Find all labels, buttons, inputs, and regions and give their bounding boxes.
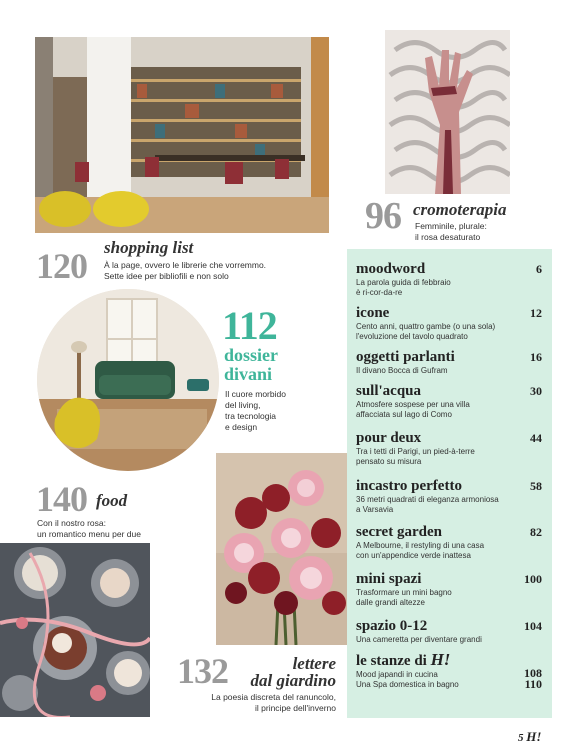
flowers-illustration xyxy=(216,453,347,645)
toc-desc-line: A Melbourne, il restyling di una casa xyxy=(356,541,485,550)
divani-title-line: divani xyxy=(224,364,273,384)
toc-item-page: 30 xyxy=(530,384,542,398)
toc-item-title: incastro perfetto xyxy=(356,478,462,494)
divani-title-line: dossier xyxy=(224,345,278,365)
rug-illustration xyxy=(385,30,510,194)
sofa-illustration xyxy=(37,289,219,471)
toc-desc-line: a Varsavia xyxy=(356,505,394,514)
toc-item-page: 58 xyxy=(530,479,542,493)
toc-item-stanze[interactable] xyxy=(356,652,544,690)
divani-desc-line: e design xyxy=(225,422,258,432)
toc-desc-line: Una cameretta per diventare grandi xyxy=(356,635,482,644)
toc-desc-line: Trasformare un mini bagno xyxy=(356,588,452,597)
lettere-title xyxy=(238,655,336,689)
lettere-number: 132 xyxy=(177,651,228,691)
shopping-title: shopping list xyxy=(104,238,194,257)
toc-item-page: 110 xyxy=(524,677,542,691)
library-photo xyxy=(35,37,329,233)
lettere-desc-line: il principe dell'inverno xyxy=(255,703,336,713)
toc-desc-line: Cento anni, quattro gambe (o una sola) xyxy=(356,322,496,331)
toc-item-desc xyxy=(356,366,544,376)
cromo-desc-line: Femminile, plurale: xyxy=(415,221,487,231)
footer-logo: H! xyxy=(526,729,542,744)
toc-item-page: 100 xyxy=(524,572,542,586)
food-title: food xyxy=(96,491,128,510)
toc-item[interactable] xyxy=(356,618,544,645)
toc-item[interactable] xyxy=(356,571,544,608)
lettere-desc-line: La poesia discreta del ranuncolo, xyxy=(211,692,336,702)
toc-item-page: 108 xyxy=(524,666,542,680)
toc-desc-line: affacciata sul lago di Como xyxy=(356,410,452,419)
sofa-photo xyxy=(37,289,219,471)
toc-item-desc xyxy=(356,541,544,561)
food-desc-line: un romantico menu per due xyxy=(37,529,141,539)
divani-desc xyxy=(225,389,286,433)
toc-panel xyxy=(347,249,552,718)
food-desc xyxy=(37,518,141,540)
toc-item-page: 104 xyxy=(524,619,542,633)
toc-desc-line: è ri-cor-da-re xyxy=(356,288,403,297)
shopping-desc-line: À la page, ovvero le librerie che vorremmo. xyxy=(104,260,267,270)
shopping-desc-line: Sette idee per bibliofili e non solo xyxy=(104,271,229,281)
cromo-desc xyxy=(415,221,487,243)
toc-item-page: 82 xyxy=(530,525,542,539)
toc-desc-line: l'evoluzione del tavolo quadrato xyxy=(356,332,468,341)
toc-desc-line: pensato su misura xyxy=(356,457,422,466)
toc-item-desc xyxy=(356,447,544,467)
toc-desc-line: con un'appendice verde inattesa xyxy=(356,551,471,560)
toc-desc-line: 36 metri quadrati di eleganza armoniosa xyxy=(356,495,499,504)
food-desc-line: Con il nostro rosa: xyxy=(37,518,106,528)
toc-desc-line: Il divano Bocca di Gufram xyxy=(356,366,448,375)
toc-desc-line: dalle grandi altezze xyxy=(356,598,425,607)
toc-desc-line: Una Spa domestica in bagno xyxy=(356,680,459,689)
toc-item-desc xyxy=(356,635,544,645)
toc-item[interactable] xyxy=(356,349,544,376)
flowers-photo xyxy=(216,453,347,645)
toc-item-desc xyxy=(356,495,544,515)
toc-item[interactable] xyxy=(356,383,544,420)
divani-desc-line: tra tecnologia xyxy=(225,411,277,421)
toc-item-title: moodword xyxy=(356,261,426,277)
toc-item-page: 16 xyxy=(530,350,542,364)
toc-item-title: pour deux xyxy=(356,430,422,446)
toc-desc-line: La parola guida di febbraio xyxy=(356,278,451,287)
toc-item[interactable] xyxy=(356,261,544,298)
shopping-desc xyxy=(104,260,266,282)
toc-item-title: spazio 0-12 xyxy=(356,618,428,634)
page-number: 5 xyxy=(518,732,524,744)
toc-item-title: icone xyxy=(356,305,390,321)
library-illustration xyxy=(35,37,329,233)
cromo-number: 96 xyxy=(365,195,401,237)
divani-desc-line: del living, xyxy=(225,400,261,410)
toc-item-title: sull'acqua xyxy=(356,383,422,399)
toc-desc-line: Tra i tetti di Parigi, un pied-à-terre xyxy=(356,447,475,456)
toc-item[interactable] xyxy=(356,305,544,342)
toc-item[interactable] xyxy=(356,478,544,515)
toc-desc-line: Atmosfere sospese per una villa xyxy=(356,400,470,409)
food-number: 140 xyxy=(36,479,87,519)
toc-desc-line: Mood japandi in cucina xyxy=(356,670,438,679)
divani-number: 112 xyxy=(222,303,277,348)
food-illustration xyxy=(0,543,150,717)
toc-item-desc xyxy=(356,278,544,298)
lettere-desc xyxy=(196,692,336,714)
lettere-title-line: lettere xyxy=(292,654,336,673)
toc-item-desc xyxy=(356,322,544,342)
toc-item[interactable] xyxy=(356,524,544,561)
cromo-desc-line: il rosa desaturato xyxy=(415,232,481,242)
divani-title xyxy=(224,346,278,384)
toc-item-page: 44 xyxy=(530,431,542,445)
food-photo xyxy=(0,543,150,717)
shopping-number: 120 xyxy=(36,246,87,286)
toc-item-desc xyxy=(356,666,544,691)
toc-item-title: oggetti parlanti xyxy=(356,349,455,365)
page-footer xyxy=(518,729,541,745)
toc-item-title: mini spazi xyxy=(356,571,422,587)
cromo-title: cromoterapia xyxy=(413,200,507,219)
rug-photo xyxy=(385,30,510,194)
toc-item[interactable] xyxy=(356,430,544,467)
lettere-title-line: dal giardino xyxy=(250,671,336,690)
toc-item-page: 6 xyxy=(536,262,542,276)
toc-item-title xyxy=(356,652,544,669)
h-logo: H! xyxy=(430,650,451,669)
toc-item-title: secret garden xyxy=(356,524,442,540)
toc-item-page: 12 xyxy=(530,306,542,320)
toc-item-desc xyxy=(356,588,544,608)
divani-desc-line: Il cuore morbido xyxy=(225,389,286,399)
toc-item-desc xyxy=(356,400,544,420)
stanze-title: le stanze di xyxy=(356,653,427,669)
